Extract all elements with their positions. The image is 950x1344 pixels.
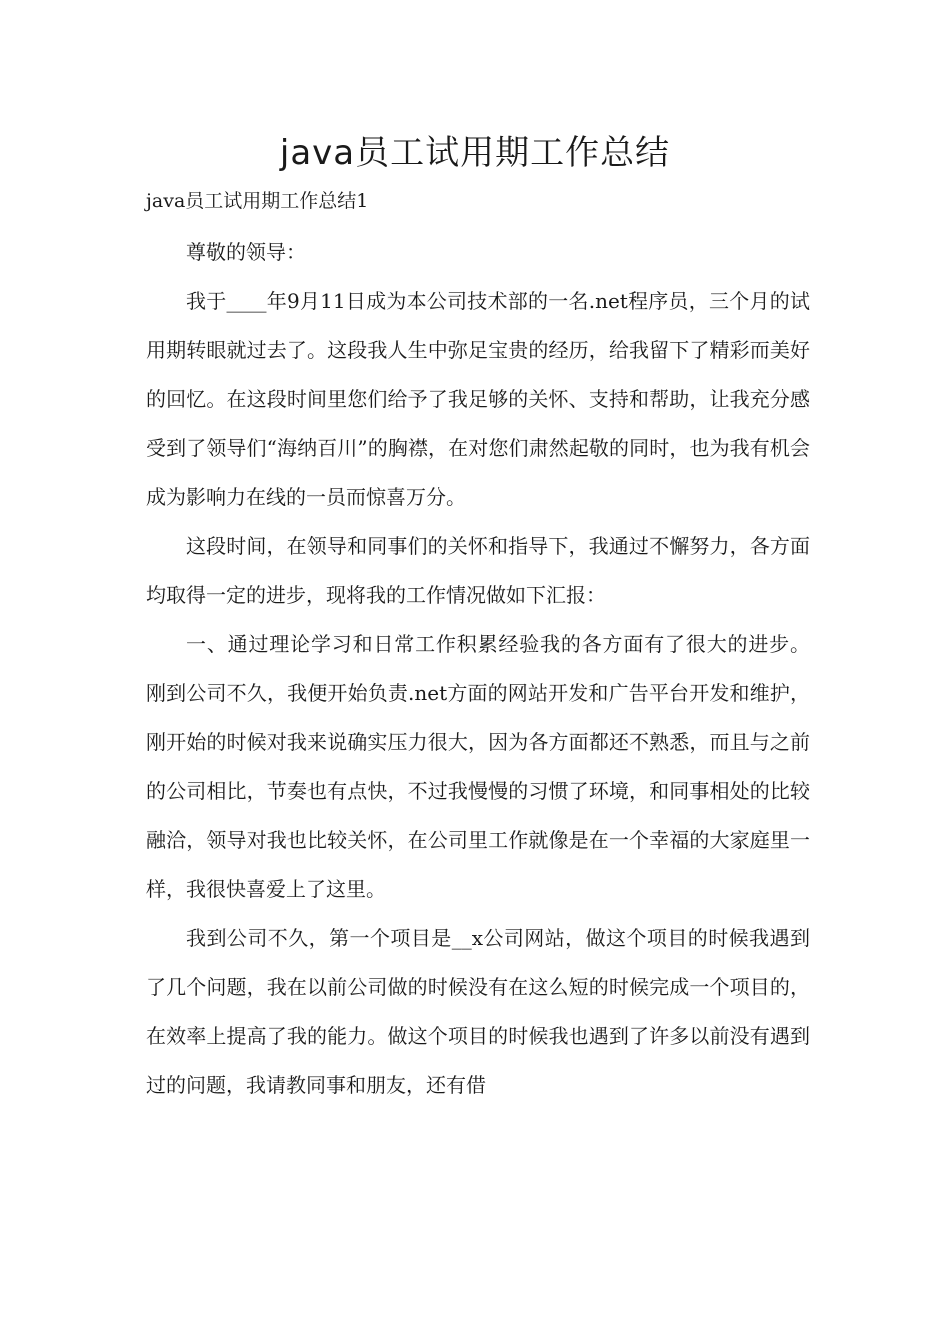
body-paragraph: 我于____年9月11日成为本公司技术部的一名.net程序员，三个月的试用期转眼就过去了。这段我人生中弥足宝贵的经历，给我留下了精彩而美好的回忆。在这段时间里您们给予了我足够的关怀、支持和帮助，让我充分感受到了领导们“海纳百川”的胸襟，在对您们肃然起敬的同时，也为我有机会成为影响力在线的一员而惊喜万分。: [146, 289, 810, 509]
body-paragraph: 我到公司不久，第一个项目是__x公司网站，做这个项目的时候我遇到了几个问题，我在以前公司做的时候没有在这么短的时候完成一个项目的，在效率上提高了我的能力。做这个项目的时候我也遇到了许多以前没有遇到过的问题，我请教同事和朋友，还有借: [146, 926, 810, 1097]
salutation-paragraph: 尊敬的领导：: [186, 240, 306, 264]
document-title: java员工试用期工作总结: [279, 133, 671, 173]
document-subtitle: java员工试用期工作总结1: [146, 190, 369, 212]
document-body: [146, 228, 810, 1110]
body-paragraph: 一、通过理论学习和日常工作积累经验我的各方面有了很大的进步。 刚到公司不久，我便开始负责.net方面的网站开发和广告平台开发和维护，刚开始的时候对我来说确实压力很大，因为各方面都还不熟悉，而且与之前的公司相比，节奏也有点快，不过我慢慢的习惯了环境，和同事相处的比较融洽，领导对我也比较关怀，在公司里工作就像是在一个幸福的大家庭里一样，我很快喜爱上了这里。: [146, 632, 810, 901]
body-paragraph: 这段时间，在领导和同事们的关怀和指导下，我通过不懈努力，各方面均取得一定的进步，现将我的工作情况做如下汇报：: [146, 534, 810, 607]
